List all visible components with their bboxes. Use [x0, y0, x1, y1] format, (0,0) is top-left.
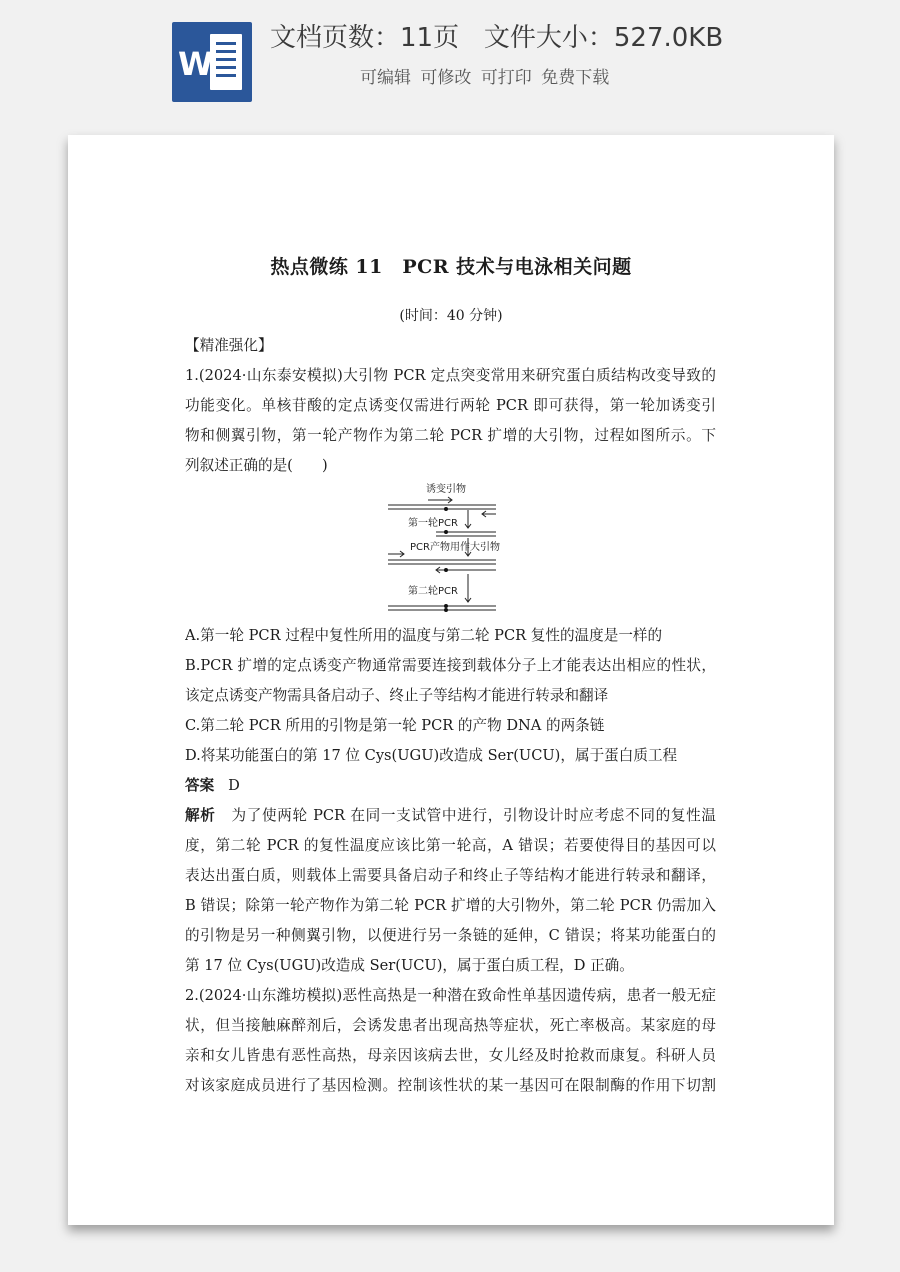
option-d: D.将某功能蛋白的第 17 位 Cys(UGU)改造成 Ser(UCU)，属于蛋白质工程 [185, 747, 678, 764]
question-1-stem [185, 331, 716, 481]
section-heading: 【精准强化】 [185, 337, 273, 354]
word-letter: W [178, 45, 214, 83]
analysis-line: B 错误；除第一轮产物作为第二轮 PCR 扩增的大引物外，第二轮 PCR 仍需加入 [185, 897, 716, 914]
option-a: A.第一轮 PCR 过程中复性所用的温度与第二轮 PCR 复性的温度是一样的 [185, 627, 663, 644]
download-banner [0, 0, 900, 120]
stem-line: 1.(2024·山东泰安模拟)大引物 PCR 定点突变常用来研究蛋白质结构改变导致的 [185, 367, 716, 384]
option-b-continued: 该定点诱变产物需具备启动子、终止子等结构才能进行转录和翻译 [185, 687, 609, 704]
answer-line [185, 771, 716, 801]
analysis-text: 为了使两轮 PCR 在同一支试管中进行，引物设计时应考虑不同的复性温 [231, 807, 716, 824]
question-2-line: 对该家庭成员进行了基因检测。控制该性状的某一基因可在限制酶的作用下切割 [185, 1077, 716, 1094]
word-document-icon [172, 22, 252, 102]
option-c: C.第二轮 PCR 所用的引物是第一轮 PCR 的产物 DNA 的两条链 [185, 717, 605, 734]
file-features: 可编辑 可修改 可打印 免费下载 [360, 68, 610, 88]
document-title: 热点微练 11 PCR 技术与电泳相关问题 [270, 256, 632, 278]
time-limit: (时间：40 分钟) [399, 308, 503, 324]
analysis-line: 第 17 位 Cys(UGU)改造成 Ser(UCU)，属于蛋白质工程，D 正确。 [185, 957, 634, 974]
mutation-dot [444, 507, 448, 511]
stem-line: 列叙述正确的是( ) [185, 457, 328, 474]
stem-line: 物和侧翼引物，第一轮产物作为第二轮 PCR 扩增的大引物，过程如图所示。下 [185, 427, 716, 444]
mutation-dot [444, 608, 448, 612]
mutation-dot [444, 530, 448, 534]
document-page [68, 135, 834, 1225]
question-2-line: 亲和女儿皆患有恶性高热，母亲因该病去世，女儿经及时抢救而康复。科研人员 [185, 1047, 716, 1064]
label-product-megaprimer: PCR产物用作大引物 [410, 542, 500, 553]
mutation-dot [444, 604, 448, 608]
option-b: B.PCR 扩增的定点诱变产物通常需要连接到载体分子上才能表达出相应的性状， [185, 657, 716, 674]
question-2-line: 状，但当接触麻醉剂后，会诱发患者出现高热等症状，死亡率极高。某家庭的母 [185, 1017, 716, 1034]
label-mutagenic-primer: 诱变引物 [426, 484, 466, 495]
pcr-diagram [386, 480, 498, 620]
answer-label: 答案 [185, 777, 215, 794]
analysis-line: 度，第二轮 PCR 的复性温度应该比第一轮高，A 错误；若要使得目的基因可以 [185, 837, 716, 854]
answer-value: D [228, 777, 240, 794]
stem-line: 功能变化。单核苷酸的定点诱变仅需进行两轮 PCR 即可获得，第一轮加诱变引 [185, 397, 716, 414]
analysis-line: 表达出蛋白质，则载体上需要具备启动子和终止子等结构才能进行转录和翻译， [185, 867, 716, 884]
label-round-1: 第一轮PCR [408, 518, 458, 529]
analysis-line: 的引物是另一种侧翼引物，以便进行另一条链的延伸，C 错误；将某功能蛋白的 [185, 927, 716, 944]
file-info-title: 文档页数：11页 文件大小：527.0KB [270, 23, 724, 53]
analysis-label: 解析 [185, 807, 216, 824]
question-1-options [185, 621, 716, 1101]
label-round-2: 第二轮PCR [408, 586, 458, 597]
question-2-line: 2.(2024·山东潍坊模拟)恶性高热是一种潜在致命性单基因遗传病，患者一般无症 [185, 987, 716, 1004]
analysis-line [185, 801, 716, 831]
mutation-dot [444, 568, 448, 572]
